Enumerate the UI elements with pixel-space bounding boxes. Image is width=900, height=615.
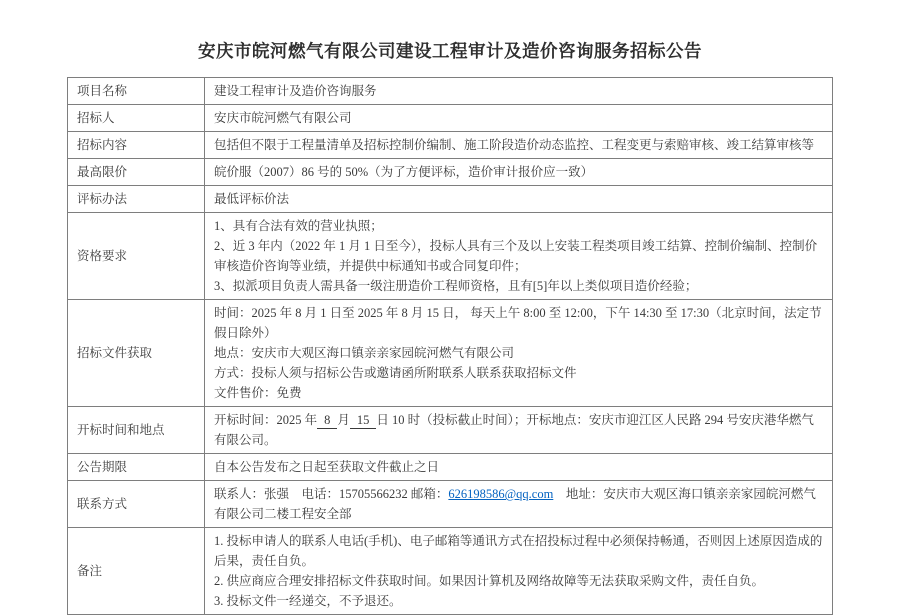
row-label-remarks: 备注 — [68, 528, 205, 615]
row-value-notice-period: 自本公告发布之日起至获取文件截止之日 — [205, 454, 833, 481]
contact-address-text: 地址：安庆市大观区海口镇亲亲家园皖河燃气有限公司二楼工程安全部 — [214, 487, 816, 521]
contact-info-text: 联系人：张强 电话：15705566232 邮箱： — [214, 487, 449, 501]
table-row — [68, 78, 833, 105]
table-row — [68, 528, 833, 615]
remark-item-3: 3. 投标文件一经递交，不予退还。 — [214, 594, 402, 608]
doc-obtain-time: 时间：2025 年 8 月 1 日至 2025 年 8 月 15 日， 每天上午 8:00 至 12:00，下午 14:30 至 17:30（北京时间，法定节假日除外） — [214, 306, 822, 340]
page-title: 安庆市皖河燃气有限公司建设工程审计及造价咨询服务招标公告 — [198, 41, 702, 61]
bid-opening-mid: 月 — [337, 413, 350, 427]
table-row — [68, 300, 833, 407]
table-row — [68, 105, 833, 132]
table-row — [68, 454, 833, 481]
table-row — [68, 407, 833, 454]
bid-opening-month-blank: 8 — [317, 413, 337, 429]
row-label-bid-opening: 开标时间和地点 — [68, 407, 205, 454]
row-label-notice-period: 公告期限 — [68, 454, 205, 481]
contact-email-link[interactable]: 626198586@qq.com — [448, 487, 554, 501]
row-label-project-name: 项目名称 — [68, 78, 205, 105]
table-row — [68, 481, 833, 528]
row-value-content: 包括但不限于工程量清单及招标控制价编制、施工阶段造价动态监控、工程变更与索赔审核、竣工结算审核等 — [205, 132, 833, 159]
table-row — [68, 213, 833, 300]
remark-item-1: 1. 投标申请人的联系人电话(手机)、电子邮箱等通讯方式在招投标过程中必须保持畅通，否则因上述原因造成的后果，责任自负。 — [214, 534, 823, 568]
qualification-item-3: 3、拟派项目负责人需具备一级注册造价工程师资格，且有[5]年以上类似项目造价经验； — [214, 279, 698, 293]
row-label-doc-obtain: 招标文件获取 — [68, 300, 205, 407]
row-value-remarks — [205, 528, 833, 615]
row-value-project-name: 建设工程审计及造价咨询服务 — [205, 78, 833, 105]
row-value-contact — [205, 481, 833, 528]
row-value-qualification — [205, 213, 833, 300]
row-label-content: 招标内容 — [68, 132, 205, 159]
doc-obtain-method: 方式：投标人须与招标公告或邀请函所附联系人联系获取招标文件 — [214, 366, 577, 380]
bid-opening-day-blank: 15 — [350, 413, 377, 429]
row-value-evaluation: 最低评标价法 — [205, 186, 833, 213]
qualification-item-1: 1、具有合法有效的营业执照； — [214, 219, 383, 233]
document-page — [0, 38, 900, 608]
doc-obtain-price: 文件售价：免费 — [214, 386, 302, 400]
row-value-max-price: 皖价服（2007）86 号的 50%（为了方便评标，造价审计报价应一致） — [205, 159, 833, 186]
tender-notice-table — [67, 77, 833, 615]
table-row — [68, 132, 833, 159]
row-label-tenderer: 招标人 — [68, 105, 205, 132]
row-value-bid-opening — [205, 407, 833, 454]
bid-opening-prefix: 开标时间：2025 年 — [214, 413, 318, 427]
doc-obtain-place: 地点：安庆市大观区海口镇亲亲家园皖河燃气有限公司 — [214, 346, 515, 360]
row-label-contact: 联系方式 — [68, 481, 205, 528]
table-row — [68, 186, 833, 213]
row-value-tenderer: 安庆市皖河燃气有限公司 — [205, 105, 833, 132]
row-label-max-price: 最高限价 — [68, 159, 205, 186]
table-row — [68, 159, 833, 186]
row-label-evaluation: 评标办法 — [68, 186, 205, 213]
bid-opening-suffix: 日 10 时（投标截止时间）；开标地点：安庆市迎江区人民路 294 号安庆港华燃气有限公司。 — [214, 413, 814, 447]
remark-item-2: 2. 供应商应合理安排招标文件获取时间。如果因计算机及网络故障等无法获取采购文件，责任自负。 — [214, 574, 765, 588]
row-label-qualification: 资格要求 — [68, 213, 205, 300]
row-value-doc-obtain — [205, 300, 833, 407]
qualification-item-2: 2、近 3 年内（2022 年 1 月 1 日至今），投标人具有三个及以上安装工程类项目竣工结算、控制价编制、控制价审核造价咨询等业绩，并提供中标通知书或合同复印件； — [214, 239, 818, 273]
